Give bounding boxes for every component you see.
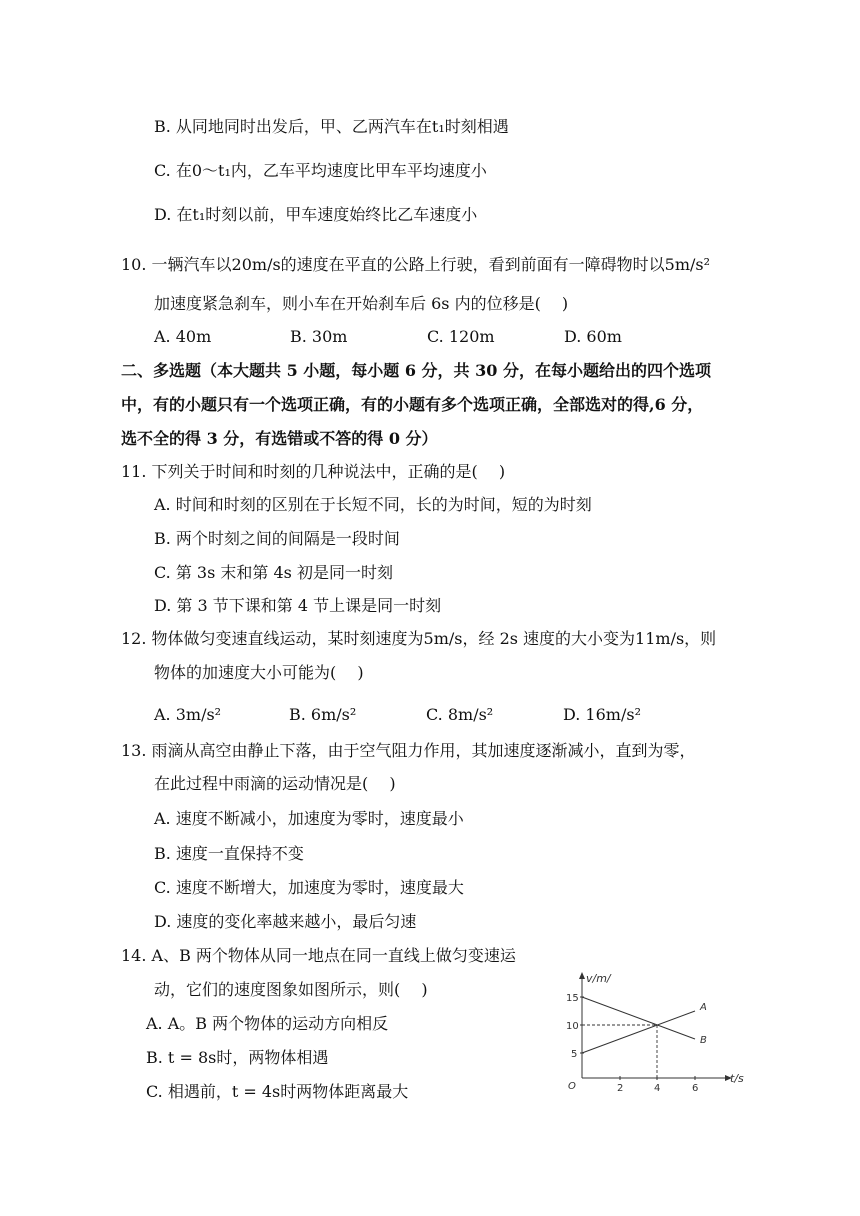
q14-option-b: B. t = 8s时，两物体相遇 [146, 1048, 329, 1067]
q13-option-c: C. 速度不断增大，加速度为零时，速度最大 [154, 878, 464, 897]
q9-option-c: C. 在0～t₁内，乙车平均速度比甲车平均速度小 [154, 161, 487, 180]
x-tick-4: 4 [654, 1083, 661, 1094]
y-tick-5: 5 [571, 1049, 578, 1060]
q10-option-b: B. 30m [290, 327, 348, 346]
q14-option-c: C. 相遇前，t = 4s时两物体距离最大 [146, 1082, 409, 1101]
y-tick-15: 15 [566, 993, 579, 1004]
x-tick-6: 6 [692, 1083, 699, 1094]
q10-stem-line2: 加速度紧急刹车，则小车在开始刹车后 6s 内的位移是( ) [154, 294, 569, 313]
q11-stem: 11. 下列关于时间和时刻的几种说法中，正确的是( ) [121, 462, 506, 481]
q10-options [0, 326, 860, 348]
line-b-label: B [700, 1035, 707, 1046]
q12-option-c: C. 8m/s² [426, 705, 494, 724]
q12-option-d: D. 16m/s² [563, 705, 641, 724]
line-b [582, 997, 695, 1039]
q10-option-d: D. 60m [564, 327, 622, 346]
q11-option-d: D. 第 3 节下课和第 4 节上课是同一时刻 [154, 596, 442, 615]
section2-heading-line3: 选不全的得 3 分，有选错或不答的得 0 分） [121, 429, 438, 448]
line-a-label: A [700, 1002, 707, 1013]
q12-stem-line1: 12. 物体做匀变速直线运动，某时刻速度为5m/s，经 2s 速度的大小变为11m/s，则 [121, 629, 717, 648]
q13-option-d: D. 速度的变化率越来越小，最后匀速 [154, 912, 417, 931]
q10-option-c: C. 120m [427, 327, 495, 346]
y-tick-10: 10 [566, 1021, 579, 1032]
origin-label: O [568, 1081, 576, 1092]
q11-option-c: C. 第 3s 末和第 4s 初是同一时刻 [154, 563, 393, 582]
q10-stem-line1: 10. 一辆汽车以20m/s的速度在平直的公路上行驶，看到前面有一障碍物时以5m/s² [121, 255, 711, 274]
q14-option-a: A. A。B 两个物体的运动方向相反 [146, 1014, 389, 1033]
x-axis-label: t/s [730, 1072, 744, 1085]
q14-stem-line1: 14. A、B 两个物体从同一地点在同一直线上做匀变速运 [121, 946, 516, 965]
q9-option-d: D. 在t₁时刻以前，甲车速度始终比乙车速度小 [154, 205, 478, 224]
velocity-time-graph [560, 968, 760, 1098]
section2-heading-line1: 二、多选题（本大题共 5 小题，每小题 6 分，共 30 分，在每小题给出的四个选项 [121, 361, 711, 380]
q10-option-a: A. 40m [154, 327, 212, 346]
y-axis-label: v/m/ [586, 972, 611, 985]
q12-options [0, 704, 860, 726]
x-tick-2: 2 [617, 1083, 624, 1094]
q11-option-b: B. 两个时刻之间的间隔是一段时间 [154, 529, 400, 548]
section2-heading-line2: 中，有的小题只有一个选项正确，有的小题有多个选项正确，全部选对的得,6 分， [121, 395, 704, 414]
q13-option-a: A. 速度不断减小，加速度为零时，速度最小 [154, 809, 464, 828]
q14-stem-line2: 动，它们的速度图象如图所示，则( ) [154, 980, 428, 999]
q12-stem-line2: 物体的加速度大小可能为( ) [154, 663, 364, 682]
q13-option-b: B. 速度一直保持不变 [154, 844, 304, 863]
q13-stem-line2: 在此过程中雨滴的运动情况是( ) [154, 774, 396, 793]
q11-option-a: A. 时间和时刻的区别在于长短不同，长的为时间，短的为时刻 [154, 495, 592, 514]
q12-option-b: B. 6m/s² [289, 705, 357, 724]
q9-option-b: B. 从同地同时出发后，甲、乙两汽车在t₁时刻相遇 [154, 117, 509, 136]
line-a [582, 1011, 695, 1053]
q12-option-a: A. 3m/s² [154, 705, 222, 724]
y-axis-arrow [579, 972, 585, 979]
q13-stem-line1: 13. 雨滴从高空由静止下落，由于空气阻力作用，其加速度逐渐减小，直到为零， [121, 741, 696, 760]
